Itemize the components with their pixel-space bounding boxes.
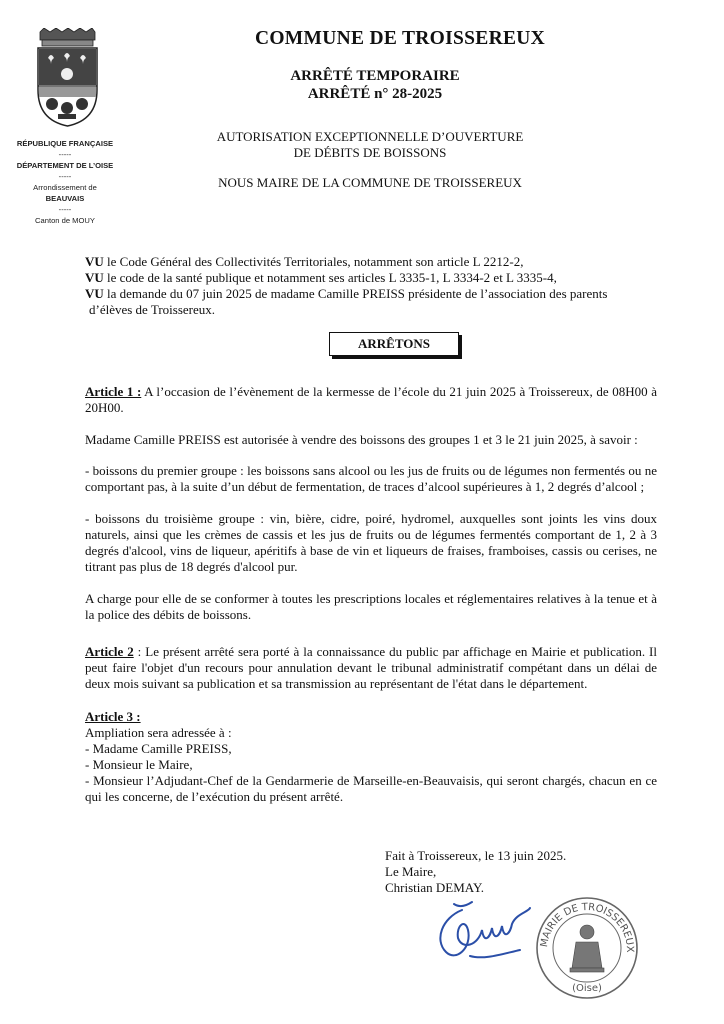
signature-name: Christian DEMAY.: [385, 880, 484, 895]
departement-label: DÉPARTEMENT DE L’OISE: [16, 161, 114, 170]
article-2: Article 2 : Le présent arrêté sera porté à la connaissance du public par affichage en Mairie et publication. Il peut faire l'objet d'un recours pour annulation devant le tribunal administratif compétant dans un délai de deux mois suivant sa publication et sa transmission au représentant de l'état dans le département.: [85, 644, 657, 691]
article-1-para: - boissons du troisième groupe : vin, bière, cidre, poiré, hydromel, auxquelles sont joints les vins doux naturels, ainsi que les crèmes de cassis et les jus de fruits ou de légumes fermentés comportant de 1, 2 à 3 degrés d'alcool, vins de liqueur, apéritifs à base de vin et liqueurs de fraises, framboises, cassis ou cerises, ne titrant pas plus de 18 degrés d'alcool pur.: [85, 511, 657, 574]
mairie-stamp: [532, 890, 642, 1000]
sidebar-separator: -----: [58, 205, 72, 214]
article-1: Article 1 : A l’occasion de l’évènement de la kermesse de l’école du 21 juin 2025 à Troissereux, de 08H00 à 20H00. Madame Camille PREISS est autorisée à vendre des boissons des groupes 1 et 3 le 21 juin 2025, à savoir : - boissons du premier groupe : les boissons sans alcool ou les jus de fruits ou de légumes non fermentés ou ne comportant pas, à la suite d’un début de fermentation, de traces d’alcool supérieures à 1, 2 degrés d’alcool ; - boissons du troisième groupe : vin, bière, cidre, poiré, hydromel, auxquelles sont joints les vins doux naturels, ainsi que les crèmes de cassis et les jus de fruits ou de légumes fermentés comportant de 1, 2 à 3 degrés d'alcool, vins de liqueur, apéritifs à base de vin et liqueurs de fraises, framboises, cassis ou cerises, ne titrant pas plus de 18 degrés d'alcool pur. A charge pour elle de se conformer à toutes les prescriptions locales et réglementaires relatives à la tenue et à la police des débits de boissons.: [85, 384, 657, 622]
article-1-para: - boissons du premier groupe : les boissons sans alcool ou les jus de fruits ou de légumes non fermentés ou ne comportant pas, à la suite d’un début de fermentation, de traces d’alcool supérieures à 1, 2 degrés d’alcool ;: [85, 463, 657, 494]
signature-date: Fait à Troissereux, le 13 juin 2025.: [385, 848, 567, 863]
sidebar-separator: -----: [58, 172, 72, 181]
arrete-number: ARRÊTÉ n° 28-2025: [307, 86, 443, 102]
vu-line: VU le Code Général des Collectivités Territoriales, notamment son article L 2212-2,: [85, 254, 524, 269]
vu-section: [85, 254, 675, 318]
canton-label: Canton de MOUY: [35, 216, 95, 225]
subject-line-2: DE DÉBITS DE BOISSONS: [293, 145, 447, 160]
arrete-type: ARRÊTÉ TEMPORAIRE: [290, 68, 460, 84]
arrondissement-label: Arrondissement de: [33, 183, 97, 192]
handwritten-signature: [432, 900, 532, 965]
signature-block: [385, 848, 605, 896]
arrondissement-name: BEAUVAIS: [45, 194, 85, 203]
maire-line: NOUS MAIRE DE LA COMMUNE DE TROISSEREUX: [218, 175, 522, 190]
coat-of-arms-logo: [30, 28, 105, 128]
administrative-sidebar: [5, 138, 125, 226]
article-2-label: Article 2: [85, 644, 134, 659]
vu-line-continuation: d’élèves de Troissereux.: [89, 302, 216, 317]
page-title: COMMUNE DE TROISSEREUX: [254, 28, 546, 49]
vu-line: VU la demande du 07 juin 2025 de madame Camille PREISS présidente de l’association des parents: [85, 286, 608, 301]
arretons-box: ARRÊTONS: [329, 332, 459, 356]
svg-text:(Oise): (Oise): [572, 983, 602, 994]
signature-role: Le Maire,: [385, 864, 437, 879]
republique-label: RÉPUBLIQUE FRANÇAISE: [16, 139, 114, 148]
article-1-para: A charge pour elle de se conformer à toutes les prescriptions locales et réglementaires relatives à la tenue et à la police des débits de boissons.: [85, 591, 657, 622]
article-3: Article 3 : Ampliation sera adressée à : - Madame Camille PREISS, - Monsieur le Maire, - Monsieur l’Adjudant-Chef de la Gendarmerie de Marseille-en-Beauvaisis, qui seront chargés, chacun en ce qui les concerne, de l’exécution du présent arrêté.: [85, 709, 657, 804]
article-1-label: Article 1 :: [85, 384, 142, 399]
article-1-para: Madame Camille PREISS est autorisée à vendre des boissons des groupes 1 et 3 le 21 juin 2025, à savoir :: [85, 432, 638, 447]
svg-text:MAIRIE DE TROISSEREUX: MAIRIE DE TROISSEREUX: [538, 901, 636, 953]
sidebar-separator: -----: [58, 150, 72, 159]
subject-line-1: AUTORISATION EXCEPTIONNELLE D’OUVERTURE: [216, 129, 524, 144]
vu-line: VU le code de la santé publique et notamment ses articles L 3335-1, L 3334-2 et L 3335-4,: [85, 270, 557, 285]
article-3-label: Article 3 :: [85, 709, 141, 724]
